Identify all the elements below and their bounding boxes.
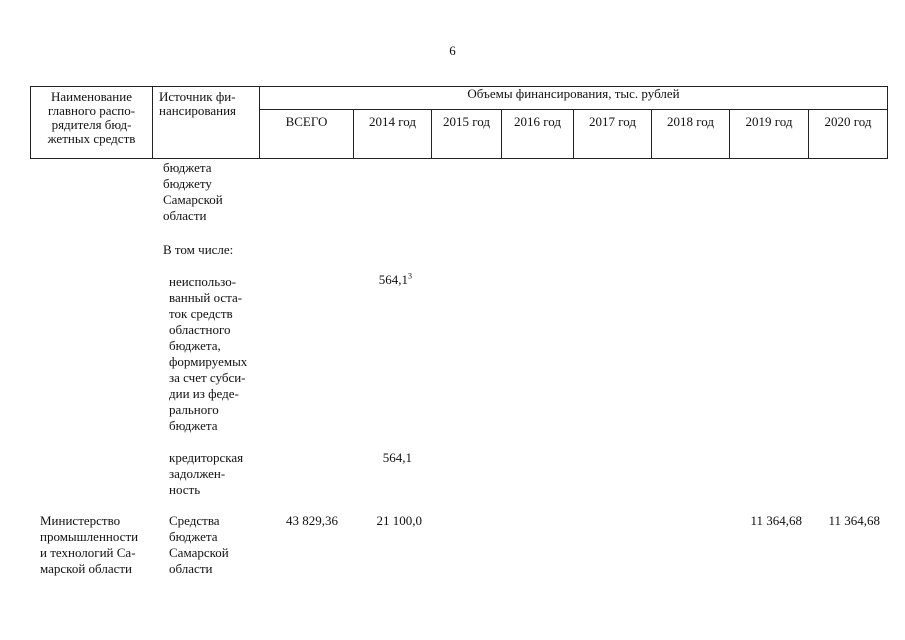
header-volumes: Объемы финансирования, тыс. рублей xyxy=(260,87,888,110)
header-year-2016: 2016 год xyxy=(502,110,574,159)
header-name-column: Наименование главного распо-рядителя бюд-жетных средств xyxy=(31,87,153,159)
footnote-mark: 3 xyxy=(408,271,412,281)
header-table xyxy=(30,86,888,159)
page-number: 6 xyxy=(449,43,456,58)
header-year-2018: 2018 год xyxy=(652,110,730,159)
payables-2014: 564,1 xyxy=(382,450,412,465)
ministry-name: Министерство промышленности и технологий Са- марской области xyxy=(40,513,139,576)
ministry-total: 43 829,36 xyxy=(286,513,338,528)
unused-balance-2014: 564,1$^3$ xyxy=(378,271,412,287)
continuation-source: бюджета бюджету Самарской области xyxy=(163,160,223,223)
header-year-2015: 2015 год xyxy=(432,110,502,159)
header-total: ВСЕГО xyxy=(260,110,354,159)
header-year-2017: 2017 год xyxy=(574,110,652,159)
header-year-2014: 2014 год xyxy=(354,110,432,159)
ministry-2014: 21 100,0 xyxy=(376,513,422,528)
ministry-2020: 11 364,68 xyxy=(828,513,880,528)
in-total-label: В том числе: xyxy=(163,242,234,257)
header-source-column: Источник фи-нансирования xyxy=(153,87,260,159)
header-year-2020: 2020 год xyxy=(809,110,888,159)
payables-label: кредиторская задолжен- ность xyxy=(169,450,244,497)
ministry-2019: 11 364,68 xyxy=(750,513,802,528)
ministry-source: Средства бюджета Самарской области xyxy=(169,513,229,576)
header-year-2019: 2019 год xyxy=(730,110,809,159)
unused-balance-label: неиспользо- ванный оста- ток средств областного бюджета, формируемых за счет субси- дии из феде- рального бюджета xyxy=(169,274,248,433)
